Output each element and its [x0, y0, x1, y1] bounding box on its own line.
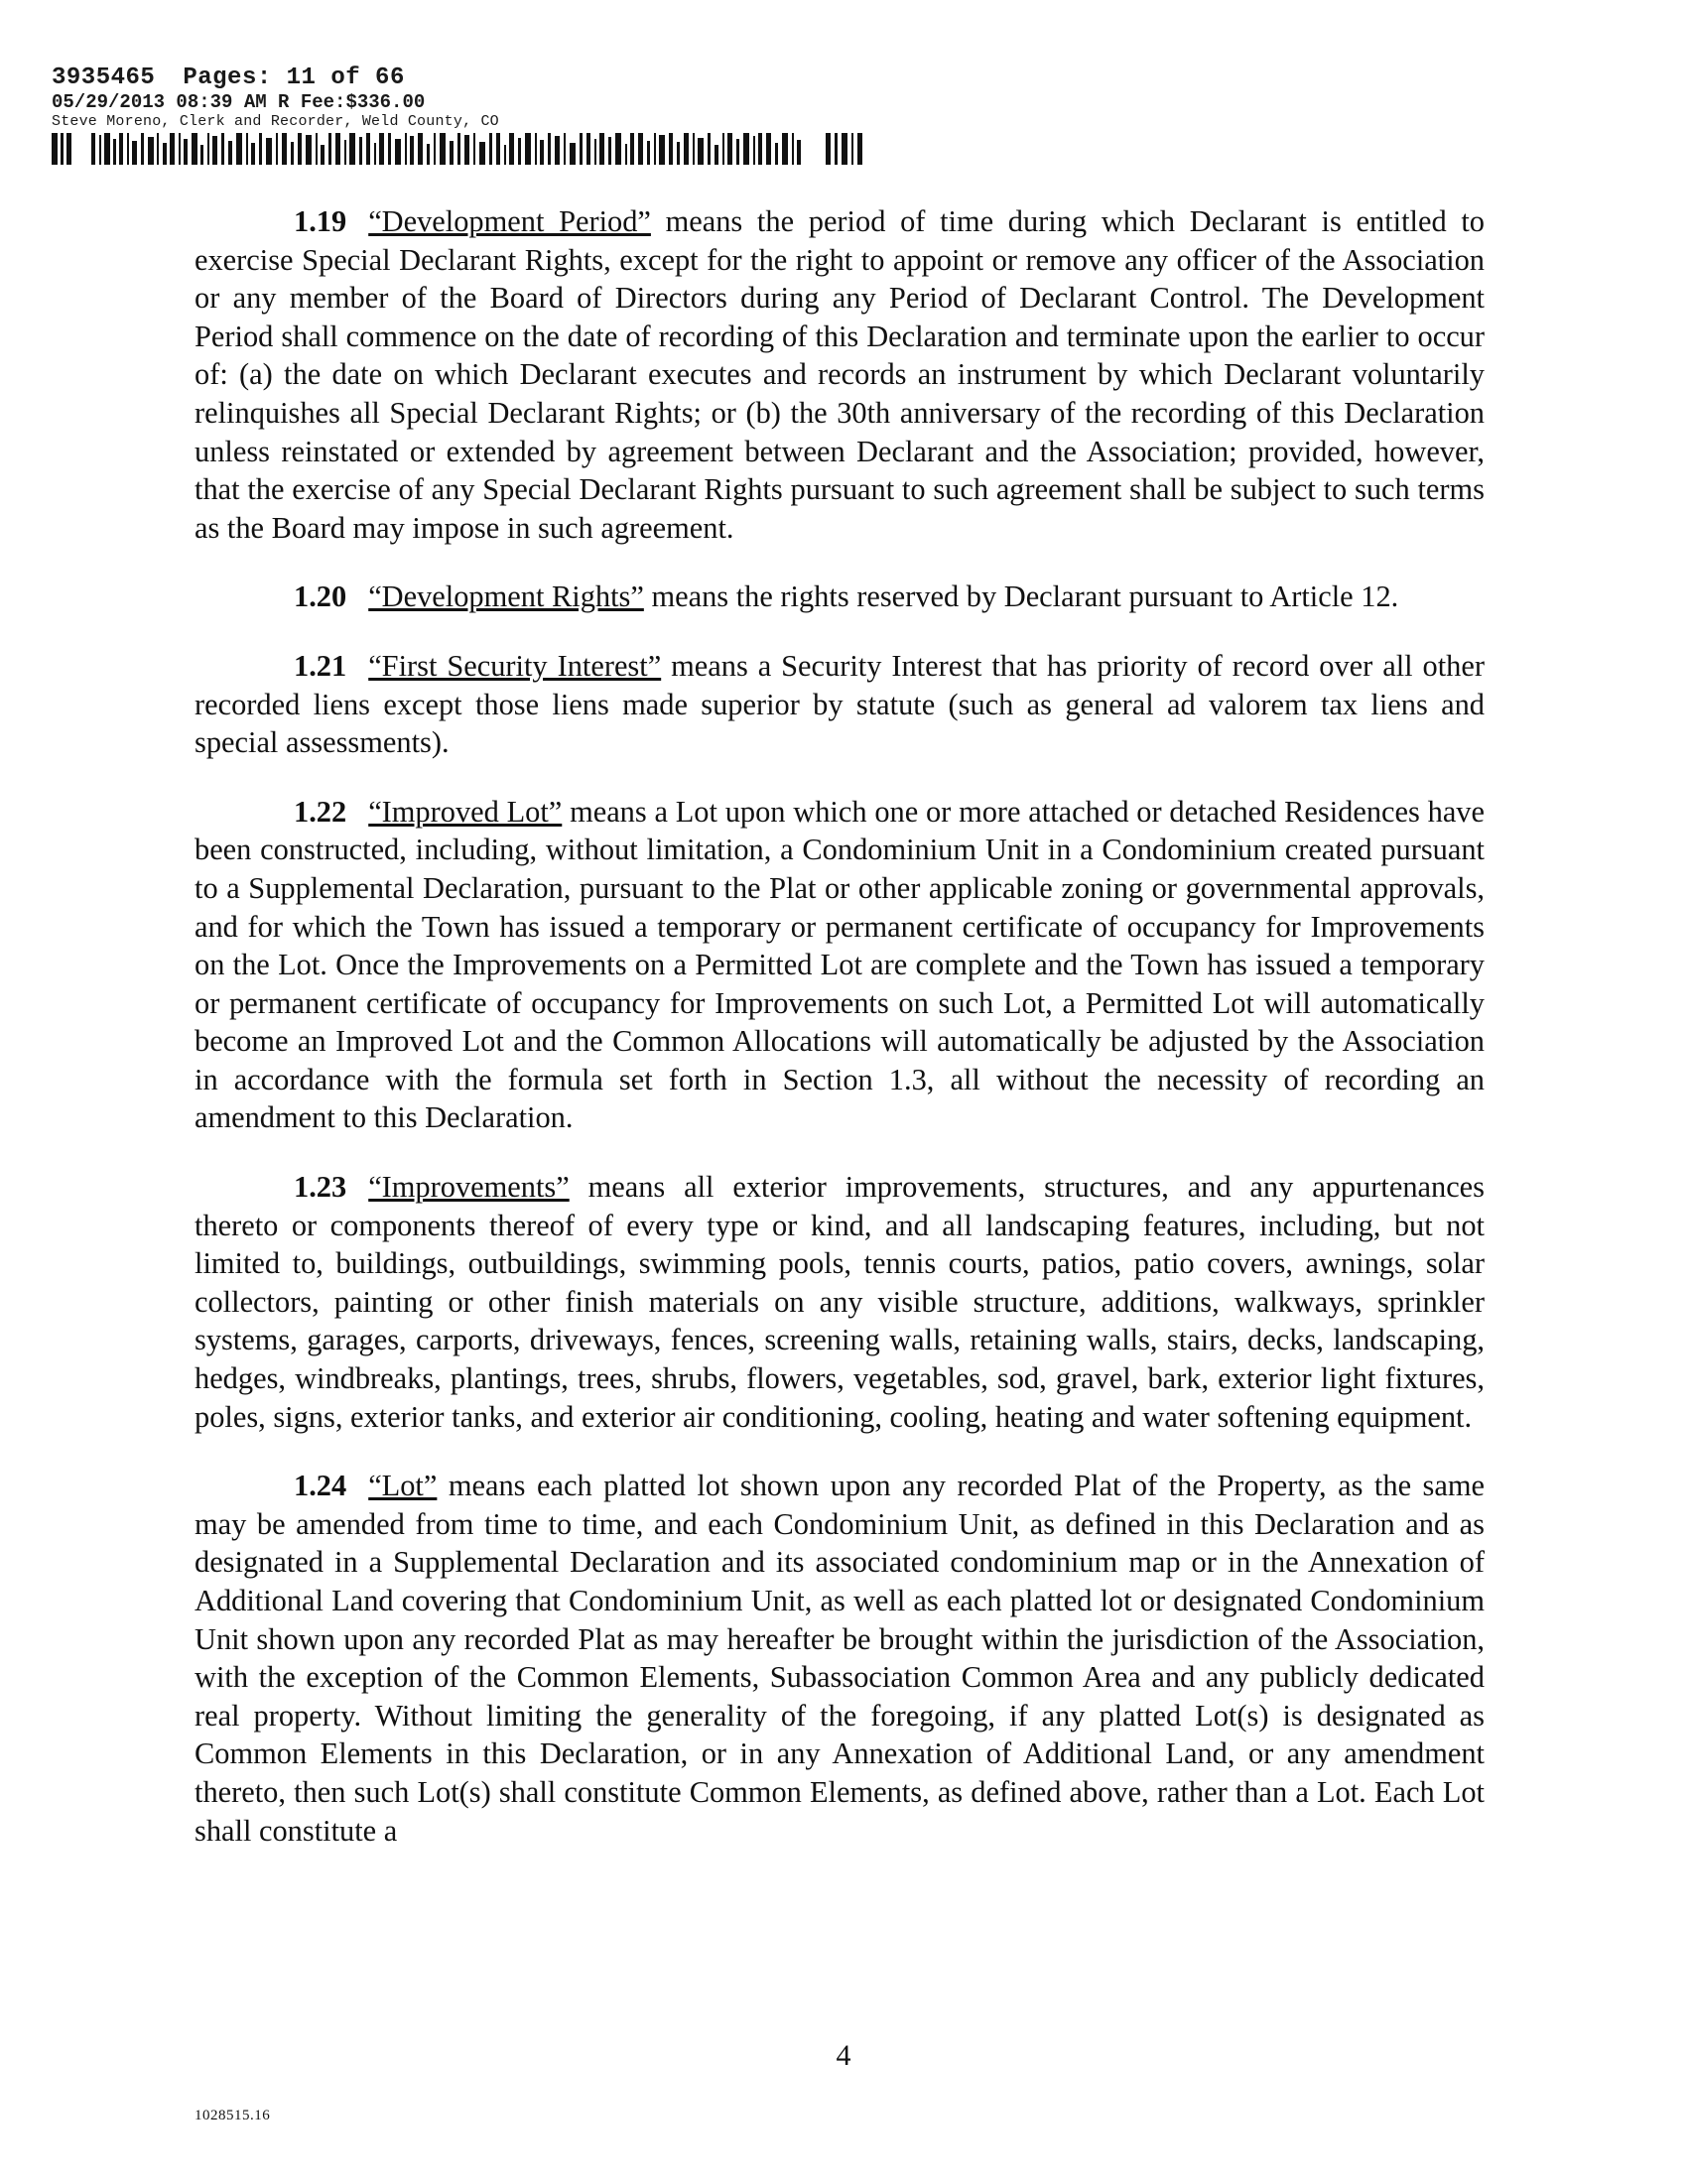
barcode-icon	[52, 133, 865, 165]
defined-term: “Lot”	[368, 1469, 438, 1503]
definition-text: means the rights reserved by Declarant pursuant to Article 12.	[643, 579, 1399, 614]
definition-1-19	[195, 202, 1485, 547]
definition-1-24	[195, 1467, 1485, 1850]
definition-text: means each platted lot shown upon any recorded Plat of the Property, as the same may be amended from time to time, and each Condominium Unit, as defined in this Declaration and as designated in a Supplemental Declaration and its associated condominium map or in the Annexation of Additional Land covering that Condominium Unit, as well as each platted lot or designated Condominium Unit shown upon any recorded Plat as may hereafter be brought within the jurisdiction of the Association, with the exception of the Common Elements, Subassociation Common Area and any publicly dedicated real property. Without limiting the generality of the foregoing, if any platted Lot(s) is designated as Common Elements in this Declaration, or in any Annexation of Additional Land, or any amendment thereto, then such Lot(s) shall constitute Common Elements, as defined above, rather than a Lot. Each Lot shall constitute a	[195, 1469, 1485, 1848]
recorder-name: Steve Moreno, Clerk and Recorder, Weld County, CO	[52, 113, 499, 130]
definition-text: means the period of time during which Declarant is entitled to exercise Special Declarant Rights, except for the right to appoint or remove any officer of the Association or any member of the Board of Directors during any Period of Declarant Control. The Development Period shall commence on the date of recording of this Declaration and terminate upon the earlier to occur of: (a) the date on which Declarant executes and records an instrument by which Declarant voluntarily relinquishes all Special Declarant Rights; or (b) the 30th anniversary of the recording of this Declaration unless reinstated or extended by agreement between Declarant and the Association; provided, however, that the exercise of any Special Declarant Rights pursuant to such agreement shall be subject to such terms as the Board may impose in such agreement.	[195, 204, 1485, 545]
defined-term: “Improvements”	[368, 1170, 570, 1205]
definition-text: means a Security Interest that has priority of record over all other recorded liens except those liens made superior by statute (such as general ad valorem tax liens and special assessments).	[195, 648, 1485, 760]
defined-term: “Development Rights”	[368, 579, 644, 614]
page-count: Pages: 11 of 66	[183, 64, 405, 91]
document-body	[195, 202, 1485, 1880]
section-number: 1.22	[294, 794, 347, 829]
definition-1-23	[195, 1168, 1485, 1436]
recording-stamp	[52, 65, 499, 131]
reception-number: 3935465	[52, 64, 156, 91]
stamp-row-1	[52, 65, 499, 91]
section-number: 1.20	[294, 579, 347, 614]
defined-term: “Development Period”	[368, 204, 651, 238]
definition-text: means all exterior improvements, structures, and any appurtenances thereto or components thereof of every type or kind, and all landscaping features, including, but not limited to, buildings, outbuildings, swimming pools, tennis courts, patios, patio covers, awnings, solar collectors, painting or other finish materials on any visible structure, additions, walkways, sprinkler systems, garages, carports, driveways, fences, screening walls, retaining walls, stairs, decks, landscaping, hedges, windbreaks, plantings, trees, shrubs, flowers, vegetables, sod, gravel, bark, exterior light fixtures, poles, signs, exterior tanks, and exterior air conditioning, cooling, heating and water softening equipment.	[195, 1170, 1485, 1434]
document-id: 1028515.16	[195, 2108, 271, 2123]
section-number: 1.21	[294, 648, 347, 683]
section-number: 1.19	[294, 204, 347, 238]
definition-1-22	[195, 793, 1485, 1137]
defined-term: “First Security Interest”	[368, 648, 662, 683]
section-number: 1.23	[294, 1170, 347, 1205]
section-number: 1.24	[294, 1469, 347, 1503]
page-number: 4	[836, 2039, 851, 2072]
definition-1-21	[195, 647, 1485, 762]
defined-term: “Improved Lot”	[368, 794, 563, 829]
definition-1-20	[195, 578, 1485, 616]
definition-text: means a Lot upon which one or more attached or detached Residences have been constructed, including, without limitation, a Condominium Unit in a Condominium created pursuant to a Supplemental Declaration, pursuant to the Plat or other applicable zoning or governmental approvals, and for which the Town has issued a temporary or permanent certificate of occupancy for Improvements on the Lot. Once the Improvements on a Permitted Lot are complete and the Town has issued a temporary or permanent certificate of occupancy for Improvements on such Lot, a Permitted Lot will automatically become an Improved Lot and the Common Allocations will automatically be adjusted by the Association in accordance with the formula set forth in Section 1.3, all without the necessity of recording an amendment to this Declaration.	[195, 794, 1485, 1135]
recording-date-fee: 05/29/2013 08:39 AM R Fee:$336.00	[52, 91, 426, 113]
